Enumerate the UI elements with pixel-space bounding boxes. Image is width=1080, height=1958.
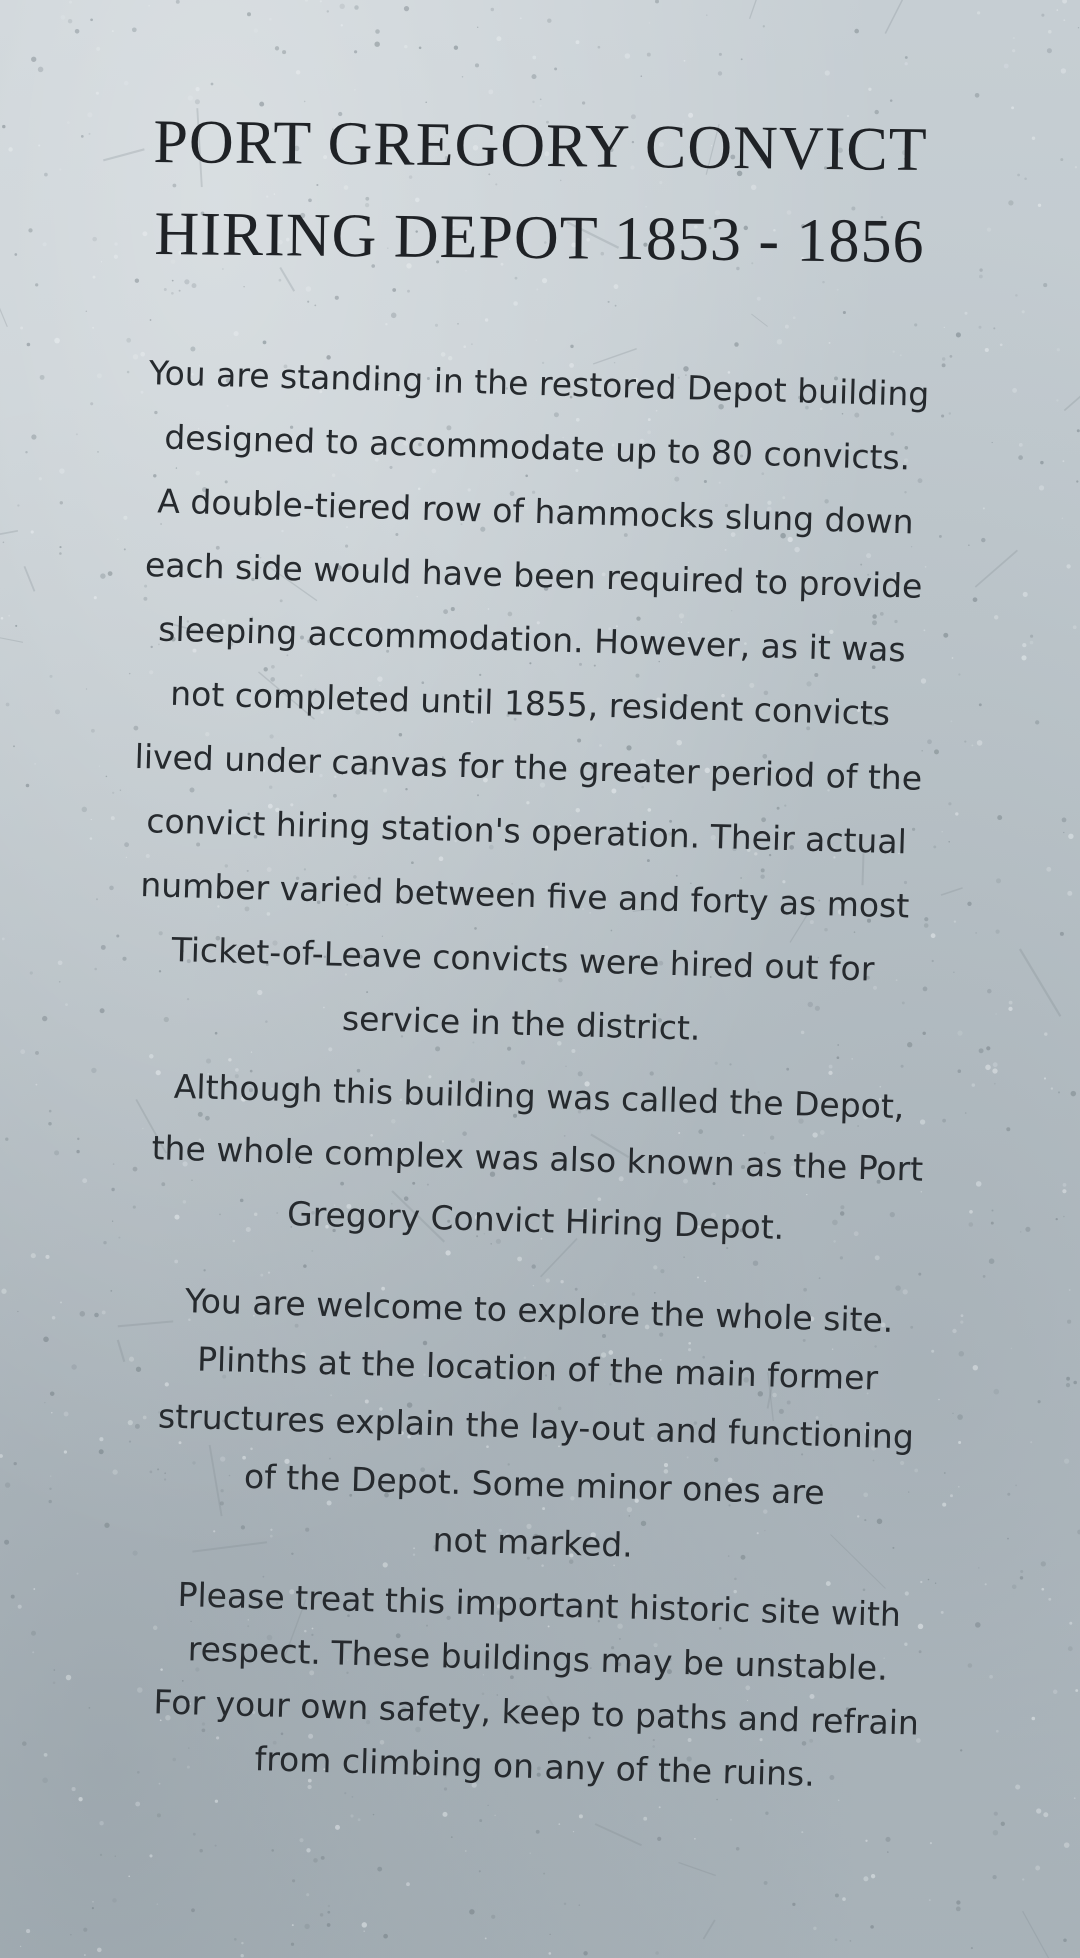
paragraph-safety-notice: Please treat this important historic site with respect. These buildings may be unstable. For your own safety, keep to paths and refrain from climbing on any of the ruins. — [153, 1574, 920, 1794]
plaque-title: PORT GREGORY CONVICT HIRING DEPOT 1853 - 1856 — [153, 107, 928, 277]
paragraph-depot-building: You are standing in the restored Depot building designed to accommodate up to 80 convicts. A double-tiered row of hammocks slung down each side would have been required to provide sleeping accommodation. However, as it was not completed until 1855, resident convicts lived under canvas for the greater period of the convict hiring station's operation. Their actual number varied between five and forty as most Ticket-of-Leave convicts were hired out for service in the district. — [134, 353, 930, 1048]
paragraph-complex-name: Although this building was called the Depot, the whole complex was also known as the Port Gregory Convict Hiring Depot. — [151, 1066, 924, 1247]
paragraph-explore-site: You are welcome to explore the whole site. Plinths at the location of the main former structures explain the lay-out and functioning of the Depot. Some minor ones are not marked. — [157, 1281, 915, 1565]
